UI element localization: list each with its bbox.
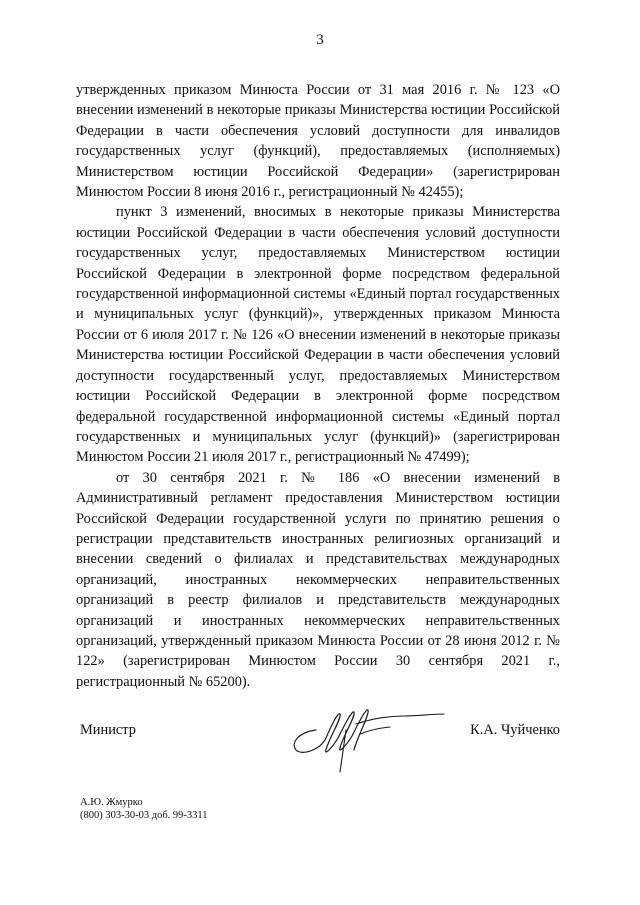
document-body (76, 80, 560, 692)
signatory-name: К.А. Чуйченко (470, 722, 560, 738)
handwritten-signature (286, 694, 446, 776)
contact-info (80, 796, 208, 822)
page-number: 3 (316, 32, 324, 48)
signatory-title: Министр (80, 722, 136, 738)
paragraph-3: от 30 сентября 2021 г. № 186 «О внесении изменений в Административный регламент предоставления Министерством юстиции Российской Федерации государственной услуги по принятию решения о регистрации представительств иностранных религиозных организаций и внесении сведений о филиалах и представительствах международных организаций, иностранных некоммерческих неправительственных организаций в реестр филиалов и представительств международных организаций и иностранных некоммерческих неправительственных организаций, утвержденный приказом Минюста России от 28 июня 2012 г. № 122» (зарегистрирован Минюстом России 30 сентября 2021 г., регистрационный № 65200). (76, 469, 560, 690)
paragraph-2: пункт 3 изменений, вносимых в некоторые приказы Министерства юстиции Российской Федерации в части обеспечения условий доступности государственных услуг, предоставляемых Министерством юстиции Российской Федерации в электронной форме посредством федеральной государственной информационной системы «Единый портал государственных и муниципальных услуг (функций)», утвержденных приказом Минюста России от 6 июля 2017 г. № 126 «О внесении изменений в некоторые приказы Министерства юстиции Российской Федерации в части обеспечения условий доступности государственный услуг, предоставляемых Министерством юстиции Российской Федерации в электронной форме посредством федеральной государственной информационной системы «Единый портал государственных и муниципальных услуг (функций)» (зарегистрирован Минюстом России 21 июля 2017 г., регистрационный № 47499); (76, 204, 560, 466)
contact-phone: (800) 303-30-03 доб. 99-3311 (80, 810, 208, 821)
contact-name: А.Ю. Жмурко (80, 797, 143, 808)
paragraph-1: утвержденных приказом Минюста России от 31 мая 2016 г. № 123 «О внесении изменений в некоторые приказы Министерства юстиции Российской Федерации в части обеспечения условий доступности для инвалидов государственных услуг (функций), предоставляемых (исполняемых) Министерством юстиции Российской Федерации» (зарегистрирован Минюстом России 8 июня 2016 г., регистрационный № 42455); (76, 82, 560, 201)
